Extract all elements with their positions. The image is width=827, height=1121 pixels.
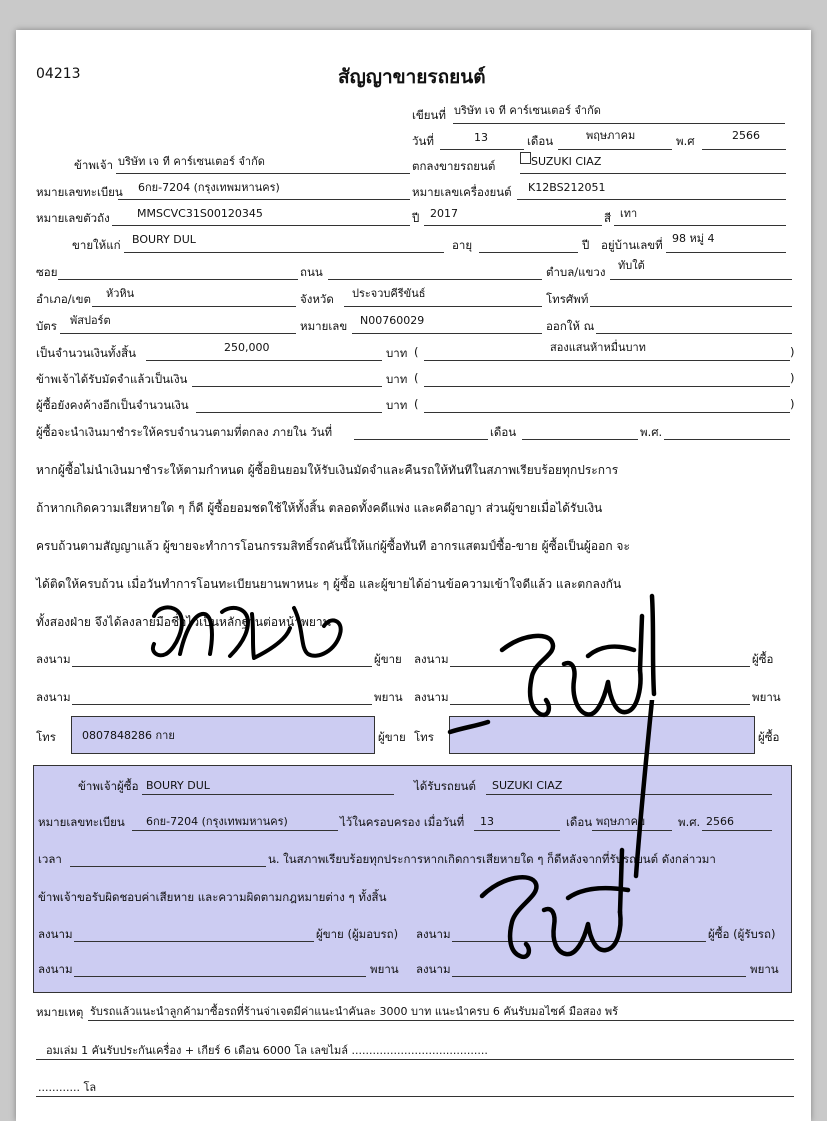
buyer-tel-label: โทร — [414, 730, 434, 744]
card-no-label: หมายเลข — [300, 319, 348, 333]
date-year-value: 2566 — [732, 129, 760, 142]
remarks-label: หมายเหตุ — [36, 1005, 84, 1019]
open-paren: ( — [414, 371, 419, 385]
remaining-baht-label: บาท — [386, 398, 408, 412]
total-words-value: สองแสนห้าหมื่นบาท — [550, 341, 646, 354]
seller-role-label: ผู้ขาย — [374, 652, 402, 666]
total-line — [146, 360, 382, 361]
phone-line — [590, 306, 792, 307]
close-paren: ) — [790, 345, 795, 359]
deposit-baht-label: บาท — [386, 372, 408, 386]
model-year-line — [424, 225, 602, 226]
receipt-month-value: พฤษภาคม — [596, 815, 646, 828]
deposit-words-line — [424, 386, 790, 387]
terms-line-3: ครบถ้วนตามสัญญาแล้ว ผู้ขายจะทำการโอนกรรมสิทธิ์รถคันนี้ให้แก่ผู้ซื้อทันที อากรแสตมป์ซื้อ-ขาย ผู้ซื้อเป็นผู้ออก จะ — [36, 539, 630, 553]
date-day-value: 13 — [474, 131, 488, 144]
remarks-rule-1 — [88, 1020, 794, 1021]
remarks-rule-3 — [36, 1096, 794, 1097]
district-line — [92, 306, 296, 307]
soi-line — [58, 279, 298, 280]
receipt-buyer-value: BOURY DUL — [146, 779, 210, 792]
receipt-liability-text: ข้าพเจ้าขอรับผิดชอบค่าเสียหาย และความผิดตามกฎหมายต่าง ๆ ทั้งสิ้น — [38, 890, 387, 904]
district-label: อำเภอ/เขต — [36, 292, 91, 306]
model-year-label: ปี — [412, 211, 420, 225]
deposit-line — [192, 386, 382, 387]
card-line — [60, 333, 296, 334]
receipt-time-label: เวลา — [38, 852, 62, 866]
date-day-line — [440, 149, 524, 150]
province-label: จังหวัด — [300, 292, 334, 306]
buyer-phone-role: ผู้ซื้อ — [758, 730, 780, 744]
soi-label: ซอย — [36, 265, 58, 279]
receipt-buyer-line — [142, 794, 394, 795]
receipt-seller-sign-line — [74, 941, 314, 942]
witness1-sign-label: ลงนาม — [36, 690, 71, 704]
issued-line — [596, 333, 792, 334]
receipt-time-line — [70, 866, 266, 867]
chassis-value: MMSCVC31S00120345 — [137, 207, 263, 220]
pay-by-day-line — [354, 439, 488, 440]
receipt-plate-line — [132, 830, 338, 831]
plate-value: 6กย-7204 (กรุงเทพมหานคร) — [138, 181, 280, 194]
date-month-line — [558, 149, 672, 150]
checkbox-square — [520, 152, 531, 164]
address-line — [666, 252, 786, 253]
road-label: ถนน — [300, 265, 323, 279]
witness2-role-label: พยาน — [752, 690, 781, 704]
pay-by-month-line — [522, 439, 638, 440]
pay-by-year-label: พ.ศ. — [640, 425, 663, 439]
open-paren: ( — [414, 345, 419, 359]
remarks-rule-2 — [36, 1059, 794, 1060]
plate-line — [118, 199, 410, 200]
agree-sell-line — [520, 173, 786, 174]
plate-label: หมายเลขทะเบียน — [36, 185, 123, 199]
total-words-line — [424, 360, 790, 361]
open-paren: ( — [414, 397, 419, 411]
receipt-year-label: พ.ศ. — [678, 815, 701, 829]
terms-line-1: หากผู้ซื้อไม่นำเงินมาชำระให้ตามกำหนด ผู้ซื้อยินยอมให้รับเงินมัดจำและคืนรถให้ทันทีในสภาพเรียบร้อยทุกประการ — [36, 463, 619, 477]
contract-title: สัญญาขายรถยนต์ — [338, 66, 486, 88]
pay-by-label: ผู้ซื้อจะนำเงินมาชำระให้ครบจำนวนตามที่ตกลง ภายใน วันที่ — [36, 425, 333, 439]
address-value: 98 หมู่ 4 — [672, 232, 715, 245]
model-year-value: 2017 — [430, 207, 458, 220]
color-value: เทา — [620, 207, 638, 220]
seller-phone-role: ผู้ขาย — [378, 730, 406, 744]
receipt-witness1-sign-label: ลงนาม — [38, 962, 73, 976]
receipt-year-value: 2566 — [706, 815, 734, 828]
receipt-month-label: เดือน — [566, 815, 593, 829]
seller-line — [116, 173, 410, 174]
remaining-line — [196, 412, 382, 413]
remarks-line-3: ............ โล — [38, 1081, 97, 1094]
receipt-car-value: SUZUKI CIAZ — [492, 779, 563, 792]
receipt-witness1-role: พยาน — [370, 962, 399, 976]
buyer-role-label: ผู้ซื้อ — [752, 652, 774, 666]
chassis-label: หมายเลขตัวถัง — [36, 211, 110, 225]
receipt-possession-label: ไว้ในครอบครอง เมื่อวันที่ — [340, 815, 465, 829]
date-day-label: วันที่ — [412, 134, 434, 148]
receipt-witness1-line — [74, 976, 366, 977]
witness1-role-label: พยาน — [374, 690, 403, 704]
subdistrict-line — [610, 279, 792, 280]
receiver-handwritten-signature — [432, 700, 692, 990]
deposit-label: ข้าพเจ้าได้รับมัดจำแล้วเป็นเงิน — [36, 372, 188, 386]
card-value: พัสปอร์ต — [70, 314, 111, 327]
province-value: ประจวบคีรีขันธ์ — [352, 287, 426, 300]
receipt-seller-role: ผู้ขาย (ผู้มอบรถ) — [316, 927, 399, 941]
receipt-year-line — [702, 830, 772, 831]
seller-tel-label: โทร — [36, 730, 56, 744]
date-month-value: พฤษภาคม — [586, 129, 636, 142]
close-paren: ) — [790, 397, 795, 411]
date-month-label: เดือน — [527, 134, 554, 148]
year-unit-label: ปี — [582, 238, 590, 252]
pay-by-month-label: เดือน — [490, 425, 517, 439]
close-paren: ) — [790, 371, 795, 385]
age-label: อายุ — [452, 238, 473, 252]
province-line — [344, 306, 542, 307]
buyer-value: BOURY DUL — [132, 233, 196, 246]
total-label: เป็นจำนวนเงินทั้งสิ้น — [36, 346, 136, 360]
receipt-buyer-label: ข้าพเจ้าผู้ซื้อ — [78, 779, 139, 793]
engine-label: หมายเลขเครื่องยนต์ — [412, 185, 512, 199]
seller-value: บริษัท เจ ที คาร์เซนเตอร์ จำกัด — [118, 155, 265, 168]
receipt-witness2-role: พยาน — [750, 962, 779, 976]
written-at-value: บริษัท เจ ที คาร์เซนเตอร์ จำกัด — [454, 104, 601, 117]
total-value: 250,000 — [224, 341, 270, 354]
color-label: สี — [604, 211, 612, 225]
agree-sell-label: ตกลงขายรถยนต์ — [412, 159, 496, 173]
witness2-sign-label: ลงนาม — [414, 690, 449, 704]
remarks-line-1: รับรถแล้วแนะนำลูกค้ามาซื้อรถที่ร้านจ่าเจตมีค่าแนะนำคันละ 3000 บาท แนะนำครบ 6 คันรับมอไซค์ มือสอง พร้ — [90, 1005, 619, 1018]
engine-value: K12BS212051 — [528, 181, 606, 194]
engine-line — [517, 199, 786, 200]
buyer-line — [124, 252, 444, 253]
chassis-line — [112, 225, 410, 226]
contract-page — [16, 30, 811, 1121]
issued-label: ออกให้ ณ — [546, 319, 595, 333]
terms-line-2: ถ้าหากเกิดความเสียหายใด ๆ ก็ดี ผู้ซื้อยอมชดใช้ให้ทั้งสิ้น ตลอดทั้งคดีแพ่ง และคดีอาญา ส่วนผู้ขายเมื่อได้รับเงิน — [36, 501, 603, 515]
receipt-day-value: 13 — [480, 815, 494, 828]
buyer-label: ขายให้แก่ — [72, 238, 121, 252]
address-label: อยู่บ้านเลขที่ — [601, 238, 663, 252]
receipt-received-label: ได้รับรถยนต์ — [414, 779, 476, 793]
card-no-line — [352, 333, 542, 334]
remaining-label: ผู้ซื้อยังคงค้างอีกเป็นจำนวนเงิน — [36, 398, 189, 412]
buyer-sign-label: ลงนาม — [414, 652, 449, 666]
terms-line-5: ทั้งสองฝ่าย จึงได้ลงลายมือชื่อไว้เป็นหลักฐานต่อหน้าพยาน — [36, 615, 331, 629]
color-line — [614, 225, 786, 226]
agree-sell-value: SUZUKI CIAZ — [531, 155, 602, 168]
seller-phone-value: 0807848286 กาย — [82, 729, 175, 742]
receipt-condition-text: น. ในสภาพเรียบร้อยทุกประการหากเกิดการเสียหายใด ๆ ก็ดีหลังจากที่รับรถยนต์ ดังกล่าวมา — [268, 852, 716, 866]
seller-sign-label: ลงนาม — [36, 652, 71, 666]
remarks-line-2: อมเล่ม 1 คันรับประกันเครื่อง + เกียร์ 6 เดือน 6000 โล เลขไมล์ ....................................... — [46, 1044, 488, 1057]
receipt-plate-label: หมายเลขทะเบียน — [38, 815, 125, 829]
receipt-buyer-sign-label: ลงนาม — [416, 927, 451, 941]
receipt-plate-value: 6กย-7204 (กรุงเทพมหานคร) — [146, 815, 288, 828]
total-baht-label: บาท — [386, 346, 408, 360]
road-line — [328, 279, 542, 280]
seller-handwritten-signature — [140, 588, 370, 668]
date-year-line — [702, 149, 786, 150]
written-at-label: เขียนที่ — [412, 108, 446, 122]
receipt-seller-sign-label: ลงนาม — [38, 927, 73, 941]
receipt-witness2-sign-label: ลงนาม — [416, 962, 451, 976]
document-number: 04213 — [36, 66, 81, 82]
witness1-sign-line — [72, 704, 372, 705]
seller-phone-box — [71, 716, 375, 754]
remaining-words-line — [424, 412, 790, 413]
card-no-value: N00760029 — [360, 314, 425, 327]
written-at-line — [453, 123, 785, 124]
age-line — [479, 252, 578, 253]
terms-line-4: ได้ติดให้ครบถ้วน เมื่อวันทำการโอนทะเบียนยานพาหนะ ๆ ผู้ซื้อ และผู้ขายได้อ่านข้อความเข้าใจดีแล้ว และตกลงกัน — [36, 577, 622, 591]
subdistrict-value: ทับใต้ — [618, 259, 645, 272]
pay-by-year-line — [664, 439, 790, 440]
district-value: หัวหิน — [106, 287, 135, 300]
subdistrict-label: ตำบล/แขวง — [546, 265, 606, 279]
date-year-label: พ.ศ — [676, 134, 695, 148]
phone-label: โทรศัพท์ — [546, 292, 589, 306]
receipt-buyer-role: ผู้ซื้อ (ผู้รับรถ) — [708, 927, 776, 941]
seller-label: ข้าพเจ้า — [74, 158, 114, 172]
card-label: บัตร — [36, 319, 57, 333]
